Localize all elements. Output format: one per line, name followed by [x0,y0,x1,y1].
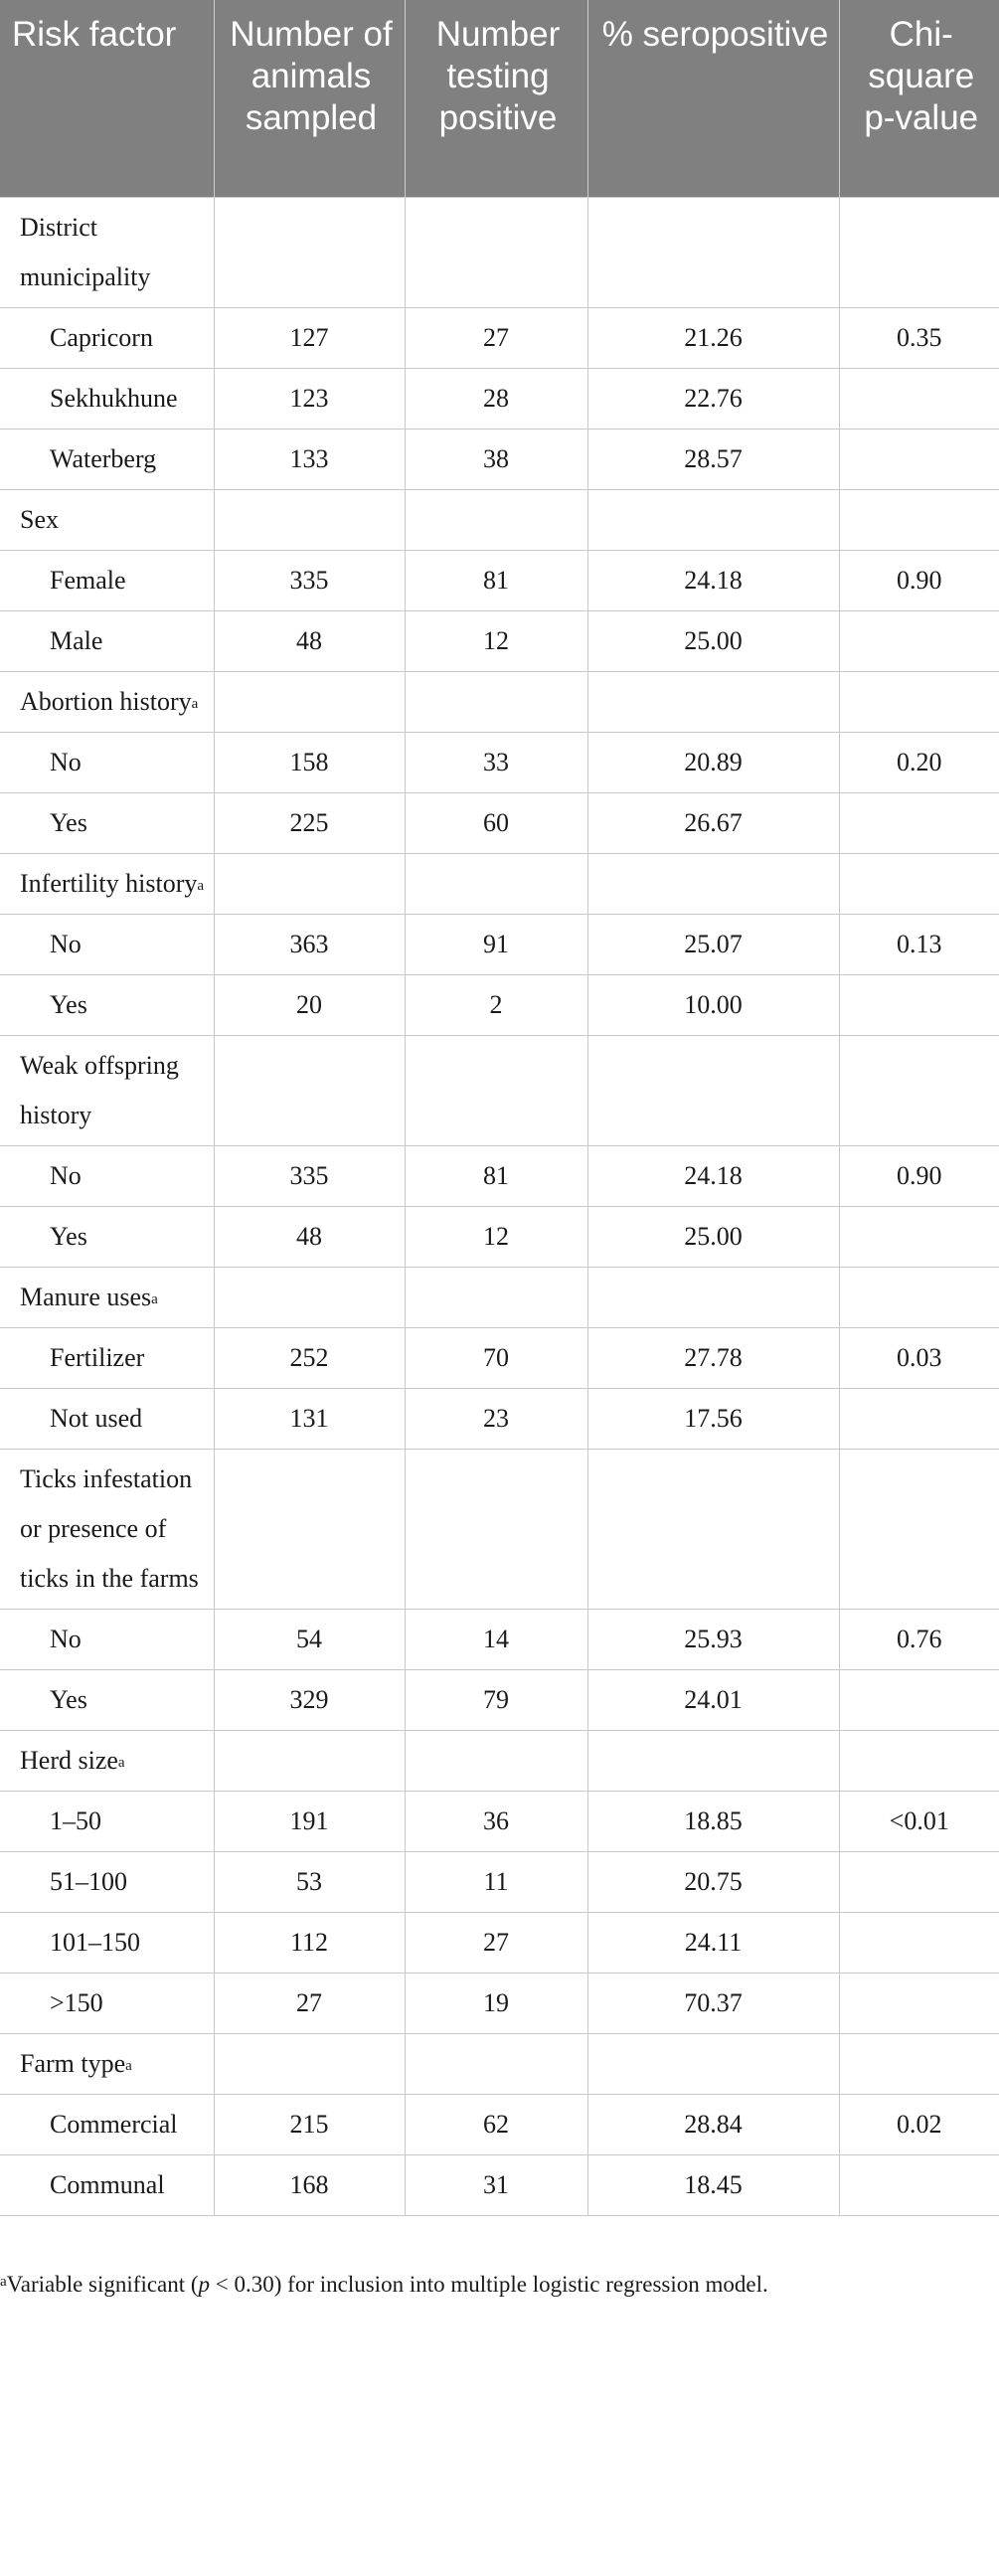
animals-sampled-cell: 54 [214,1610,405,1670]
animals-sampled-cell: 133 [214,429,405,490]
header-animals-sampled: Number of animals sampled [214,0,405,198]
seropositive-cell: 28.57 [587,429,839,490]
empty-cell [839,2034,999,2095]
seropositive-cell: 25.00 [587,1207,839,1268]
group-label-text: Manure uses [20,1283,152,1311]
table-row [0,611,999,672]
testing-positive-cell: 62 [405,2095,587,2155]
group-label [0,854,214,915]
table-row [0,975,999,1036]
category-label: 51–100 [0,1852,214,1913]
group-row [0,198,999,308]
seropositive-cell: 27.78 [587,1328,839,1389]
empty-cell [587,490,839,551]
category-label: Communal [0,2155,214,2216]
animals-sampled-cell: 168 [214,2155,405,2216]
header-testing-positive: Number testing positive [405,0,587,198]
testing-positive-cell: 31 [405,2155,587,2216]
table-row [0,551,999,611]
table-row [0,2155,999,2216]
empty-cell [214,198,405,308]
group-label [0,1268,214,1328]
group-label-text: Farm type [20,2049,126,2078]
seropositive-cell: 70.37 [587,1974,839,2034]
p-value-cell: 0.02 [839,2095,999,2155]
group-row [0,854,999,915]
table-row [0,1328,999,1389]
p-value-cell [839,429,999,490]
category-label: Yes [0,793,214,854]
p-value-cell [839,1207,999,1268]
empty-cell [839,1450,999,1610]
category-label: No [0,1146,214,1207]
header-risk-factor: Risk factor [0,0,214,198]
animals-sampled-cell: 127 [214,308,405,369]
footnote-text-post: < 0.30) for inclusion into multiple logistic regression model. [210,2272,768,2297]
empty-cell [214,1268,405,1328]
animals-sampled-cell: 329 [214,1670,405,1731]
testing-positive-cell: 12 [405,611,587,672]
seropositive-cell: 22.76 [587,369,839,429]
empty-cell [587,198,839,308]
category-label: >150 [0,1974,214,2034]
seropositive-cell: 24.01 [587,1670,839,1731]
empty-cell [587,1450,839,1610]
animals-sampled-cell: 48 [214,611,405,672]
testing-positive-cell: 19 [405,1974,587,2034]
empty-cell [839,490,999,551]
testing-positive-cell: 70 [405,1328,587,1389]
empty-cell [587,2034,839,2095]
seropositive-cell: 21.26 [587,308,839,369]
testing-positive-cell: 27 [405,1913,587,1974]
p-value-cell: 0.35 [839,308,999,369]
footnote-p-symbol: p [198,2272,211,2297]
empty-cell [405,490,587,551]
group-row [0,2034,999,2095]
empty-cell [405,1036,587,1146]
empty-cell [214,854,405,915]
p-value-cell: 0.13 [839,915,999,975]
group-label-text: District municipality [20,213,151,291]
seropositive-cell: 26.67 [587,793,839,854]
p-value-cell [839,1974,999,2034]
header-seropositive: % seropositive [587,0,839,198]
empty-cell [405,1450,587,1610]
animals-sampled-cell: 335 [214,1146,405,1207]
testing-positive-cell: 11 [405,1852,587,1913]
animals-sampled-cell: 335 [214,551,405,611]
seropositive-cell: 25.00 [587,611,839,672]
testing-positive-cell: 27 [405,308,587,369]
animals-sampled-cell: 191 [214,1792,405,1852]
group-label [0,1036,214,1146]
group-label [0,672,214,733]
empty-cell [839,1036,999,1146]
p-value-cell [839,369,999,429]
table-body [0,198,999,2216]
animals-sampled-cell: 215 [214,2095,405,2155]
testing-positive-cell: 60 [405,793,587,854]
group-label-text: Infertility history [20,869,198,898]
seropositive-cell: 28.84 [587,2095,839,2155]
animals-sampled-cell: 131 [214,1389,405,1450]
footnote-marker: a [191,696,199,712]
p-value-cell [839,2155,999,2216]
empty-cell [214,2034,405,2095]
seropositive-cell: 24.18 [587,551,839,611]
animals-sampled-cell: 363 [214,915,405,975]
table-row [0,1852,999,1913]
footnote-marker: a [125,2058,132,2074]
testing-positive-cell: 81 [405,1146,587,1207]
empty-cell [587,1268,839,1328]
seropositive-cell: 10.00 [587,975,839,1036]
p-value-cell [839,1670,999,1731]
table-row [0,2095,999,2155]
footnote-text-pre: Variable significant ( [6,2272,199,2297]
table-row [0,1389,999,1450]
table-row [0,1207,999,1268]
group-row [0,1450,999,1610]
animals-sampled-cell: 27 [214,1974,405,2034]
table-row [0,1610,999,1670]
empty-cell [214,672,405,733]
testing-positive-cell: 38 [405,429,587,490]
group-row [0,1036,999,1146]
table-row [0,733,999,793]
seropositive-cell: 20.89 [587,733,839,793]
category-label: Fertilizer [0,1328,214,1389]
empty-cell [214,1450,405,1610]
p-value-cell: 0.90 [839,551,999,611]
table-row [0,429,999,490]
group-row [0,672,999,733]
animals-sampled-cell: 225 [214,793,405,854]
category-label: Yes [0,1207,214,1268]
category-label: Not used [0,1389,214,1450]
group-label [0,1731,214,1792]
group-label [0,1450,214,1610]
p-value-cell [839,793,999,854]
animals-sampled-cell: 123 [214,369,405,429]
p-value-cell: 0.76 [839,1610,999,1670]
animals-sampled-cell: 252 [214,1328,405,1389]
empty-cell [214,1036,405,1146]
group-label [0,198,214,308]
p-value-cell [839,975,999,1036]
p-value-cell [839,611,999,672]
seropositive-cell: 25.93 [587,1610,839,1670]
group-label-text: Herd size [20,1746,118,1775]
animals-sampled-cell: 20 [214,975,405,1036]
footnote-marker: a [151,1291,158,1307]
group-label-text: Abortion history [20,687,192,716]
table-row [0,1913,999,1974]
testing-positive-cell: 12 [405,1207,587,1268]
seropositive-cell: 18.85 [587,1792,839,1852]
category-label: 1–50 [0,1792,214,1852]
header-chi-square: Chi-square p-value [839,0,999,198]
testing-positive-cell: 2 [405,975,587,1036]
table-row [0,1792,999,1852]
p-value-cell: <0.01 [839,1792,999,1852]
category-label: Yes [0,975,214,1036]
group-row [0,490,999,551]
table-row [0,915,999,975]
table-row [0,308,999,369]
empty-cell [587,1731,839,1792]
empty-cell [839,198,999,308]
footnote-marker: a [197,878,205,894]
empty-cell [587,854,839,915]
category-label: Sekhukhune [0,369,214,429]
seropositive-cell: 24.18 [587,1146,839,1207]
seropositive-cell: 24.11 [587,1913,839,1974]
animals-sampled-cell: 48 [214,1207,405,1268]
group-row [0,1268,999,1328]
p-value-cell: 0.20 [839,733,999,793]
table-row [0,1974,999,2034]
category-label: Waterberg [0,429,214,490]
category-label: 101–150 [0,1913,214,1974]
p-value-cell [839,1913,999,1974]
testing-positive-cell: 33 [405,733,587,793]
footnote-marker: a [117,1755,125,1771]
empty-cell [839,1268,999,1328]
footnote [0,2216,999,2298]
testing-positive-cell: 79 [405,1670,587,1731]
group-label-text: Sex [20,505,59,534]
empty-cell [214,490,405,551]
empty-cell [405,2034,587,2095]
group-label-text: Ticks infestation or presence of ticks in the farms [20,1464,199,1593]
empty-cell [587,1036,839,1146]
group-label [0,490,214,551]
empty-cell [405,854,587,915]
testing-positive-cell: 28 [405,369,587,429]
empty-cell [405,1731,587,1792]
empty-cell [405,672,587,733]
animals-sampled-cell: 158 [214,733,405,793]
category-label: No [0,915,214,975]
table-row [0,369,999,429]
animals-sampled-cell: 112 [214,1913,405,1974]
category-label: No [0,733,214,793]
testing-positive-cell: 14 [405,1610,587,1670]
group-label [0,2034,214,2095]
header-row [0,0,999,198]
category-label: Female [0,551,214,611]
p-value-cell: 0.03 [839,1328,999,1389]
empty-cell [839,1731,999,1792]
empty-cell [839,854,999,915]
empty-cell [405,1268,587,1328]
empty-cell [587,672,839,733]
p-value-cell [839,1389,999,1450]
p-value-cell [839,1852,999,1913]
category-label: Male [0,611,214,672]
table-row [0,1670,999,1731]
animals-sampled-cell: 53 [214,1852,405,1913]
seropositive-cell: 18.45 [587,2155,839,2216]
table-row [0,1146,999,1207]
empty-cell [405,198,587,308]
testing-positive-cell: 91 [405,915,587,975]
p-value-cell: 0.90 [839,1146,999,1207]
seropositive-cell: 25.07 [587,915,839,975]
category-label: Capricorn [0,308,214,369]
empty-cell [839,672,999,733]
testing-positive-cell: 23 [405,1389,587,1450]
category-label: Commercial [0,2095,214,2155]
category-label: Yes [0,1670,214,1731]
seropositive-cell: 20.75 [587,1852,839,1913]
group-label-text: Weak offspring history [20,1051,179,1129]
group-row [0,1731,999,1792]
seropositive-cell: 17.56 [587,1389,839,1450]
testing-positive-cell: 81 [405,551,587,611]
testing-positive-cell: 36 [405,1792,587,1852]
empty-cell [214,1731,405,1792]
table-row [0,793,999,854]
category-label: No [0,1610,214,1670]
footnote-marker: a [0,2274,7,2290]
